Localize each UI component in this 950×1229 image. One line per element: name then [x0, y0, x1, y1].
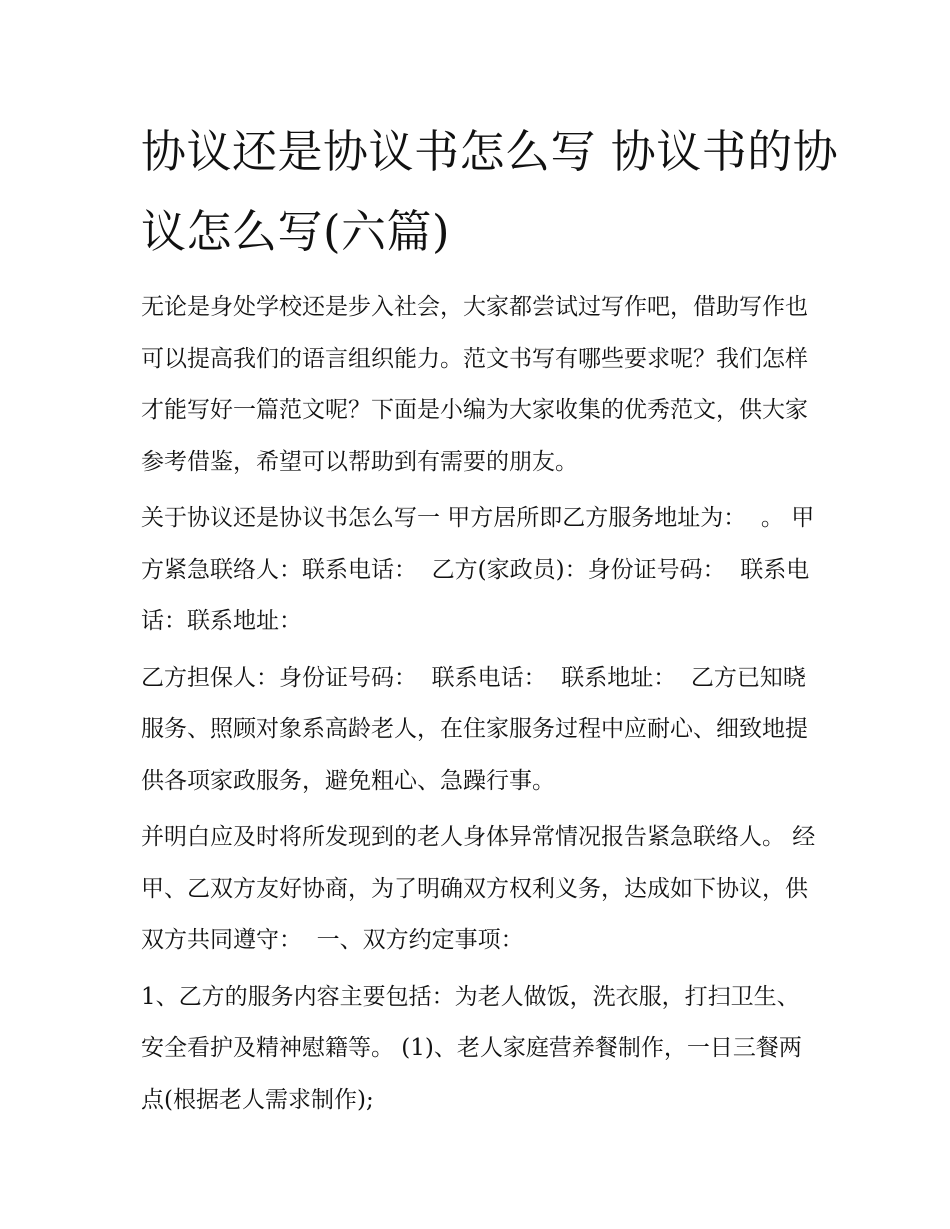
paragraph-service-content: 1、乙方的服务内容主要包括：为老人做饭，洗衣服，打扫卫生、安全看护及精神慰籍等。 (1)、老人家庭营养餐制作，一日三餐两点(根据老人需求制作); [141, 983, 802, 1113]
paragraph-intro: 无论是身处学校还是步入社会，大家都尝试过写作吧，借助写作也可以提高我们的语言组织能力。范文书写有哪些要求呢？我们怎样才能写好一篇范文呢？下面是小编为大家收集的优秀范文，供大家参考借鉴，希望可以帮助到有需要的朋友。 [141, 294, 808, 475]
paragraph-guarantor: 乙方担保人：身份证号码： 联系电话： 联系地址： 乙方已知晓服务、照顾对象系高龄老人，在住家服务过程中应耐心、细致地提供各项家政服务，避免粗心、急躁行事。 [141, 664, 808, 794]
document-title: 协议还是协议书怎么写 协议书的协议怎么写(六篇) [141, 125, 839, 258]
document-body [141, 282, 821, 1131]
paragraph-agreement: 并明白应及时将所发现到的老人身体异常情况报告紧急联络人。 经甲、乙双方友好协商，为了明确双方权利义务，达成如下协议，供双方共同遵守： 一、双方约定事项： [141, 824, 816, 953]
paragraph-parties: 关于协议还是协议书怎么写一 甲方居所即乙方服务地址为： 。 甲方紧急联络人：联系电话： 乙方(家政员)：身份证号码： 联系电话：联系地址： [141, 505, 815, 634]
